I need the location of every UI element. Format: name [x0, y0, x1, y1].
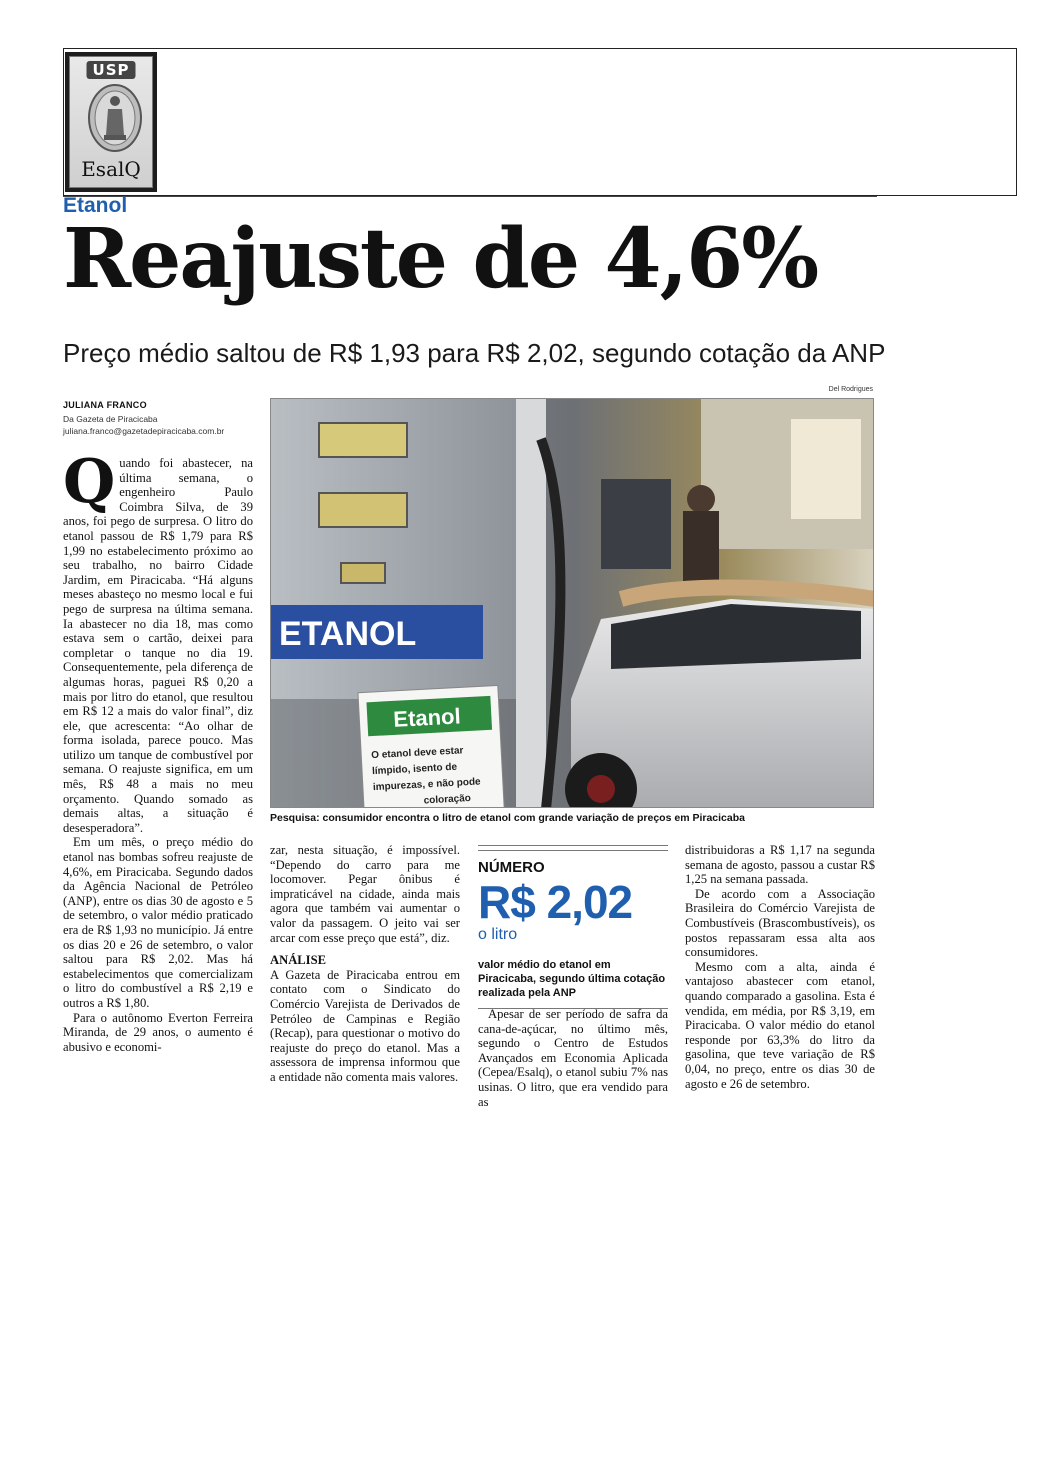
subheadline: Preço médio saltou de R$ 1,93 para R$ 2,02, segundo cotação da ANP — [63, 338, 886, 368]
photo-caption: Pesquisa: consumidor encontra o litro de etanol com grande variação de preços em Piracicaba — [270, 812, 745, 824]
photo-credit: Del Rodrigues — [828, 386, 873, 393]
byline — [63, 400, 258, 436]
article-column-4 — [685, 843, 875, 1091]
paragraph-3-continued: zar, nesta situação, é impossível. “Dependo do carro para me locomover. Pegar ônibus é impraticável na cidade, ainda mais agora que também vai aumentar o valor da passagem. O jeito vai ser arcar com esse preço que está”, diz. — [270, 843, 460, 945]
numero-description: valor médio do etanol em Piracicaba, segundo última cotação realizada pela ANP — [478, 959, 666, 999]
paragraph-6: De acordo com a Associação Brasileira do Comércio Varejista de Combustíveis (Brascombustíveis), os postos repassaram essa alta aos consumidores. — [685, 886, 875, 960]
analise-subtitle: ANÁLISE — [270, 953, 326, 968]
article-column-1 — [63, 447, 253, 1054]
fuel-pump-photo — [271, 399, 874, 808]
section-rule — [63, 196, 877, 197]
byline-email: juliana.franco@gazetadepiracicaba.com.br — [63, 426, 225, 436]
logo-usp-text: USP — [87, 61, 136, 79]
label-line-2: límpido, isento de — [371, 761, 458, 778]
drop-cap: Q — [63, 447, 116, 517]
article-column-2 — [270, 843, 460, 1085]
byline-author: JULIANA FRANCO — [63, 400, 147, 410]
headline: Reajuste de 4,6% — [63, 211, 818, 307]
paragraph-4: A Gazeta de Piracicaba entrou em contato com o Sindicato do Comércio Varejista de Derivados de Petróleo de Campinas e Região (Recap), para questionar o motivo do reajuste do preço do etanol. Mas a assessora de imprensa informou que a entidade não comenta mais valores. — [270, 967, 460, 1084]
seal-figure-icon — [86, 83, 144, 153]
numero-unit: o litro — [478, 926, 518, 943]
byline-outlet: Da Gazeta de Piracicaba — [63, 414, 158, 424]
paragraph-1: uando foi abastecer, na última semana, o engenheiro Paulo Coimbra Silva, de 39 anos, foi pego de surpresa. O litro do etanol passou de R$ 1,79 para R$ 1,99 no estabelecimento próximo ao seu trabalho, no bairro Cidade Jardim, em Piracicaba. “Há alguns meses abasteço no mesmo local e fui pego de surpresa na última semana. Ia abastecer no dia 18, mas como estava sem o cartão, deixei para completar o tanque no dia 19. Consequentemente, pela diferença de algumas horas, paguei R$ 0,20 a mais por litro do etanol, que resultou em R$ 12 a mais do valor final”, diz ele, que acrescenta: “Ao olhar de forma isolada, parece pouco. Mas utilizo um tanque de combustível por semana. O reajuste significa, em um mês, R$ 48 a mais no meu orçamento. Quando somado as demais altas, a situação é desesperadora”. — [63, 456, 253, 835]
numero-value: R$ 2,02 — [478, 876, 633, 928]
paragraph-5: Apesar de ser período de safra da cana-de-açúcar, no último mês, segundo o Centro de Estudos Avançados em Economia Aplicada (Cepea/Esalq), o etanol subiu 7% nas usinas. O litro, que era vendido para as — [478, 1007, 668, 1109]
section-kicker: Etanol — [63, 194, 128, 217]
header-frame — [63, 48, 1017, 196]
esalq-logo — [65, 52, 157, 192]
article-column-3 — [478, 1007, 668, 1109]
label-line-3: impurezas, e não pode — [372, 776, 481, 794]
pump-sign-text: ETANOL — [279, 615, 417, 653]
logo-esalq-text: EsalQ — [81, 157, 141, 181]
numero-highlight-box — [478, 845, 668, 1009]
label-line-4: coloração — [423, 792, 472, 807]
paragraph-3: Para o autônomo Everton Ferreira Miranda, de 29 anos, o aumento é abusivo e economi- — [63, 1010, 253, 1054]
label-sign-text: Etanol — [392, 703, 462, 732]
article-photo — [270, 398, 874, 808]
label-line-1: O etanol deve estar — [370, 745, 464, 762]
paragraph-2: Em um mês, o preço médio do etanol nas bombas sofreu reajuste de 4,6%, em Piracicaba. Segundo dados da Agência Nacional de Petróleo (ANP), entre os dias 30 de agosto e 5 de setembro, o valor médio praticado era de R$ 1,93 no município. Já entre os dias 20 e 26 de setembro, o valor saltou para R$ 2,02. Mas há estabelecimentos que comercializam o litro do combustível a R$ 2,19 e outros a R$ 1,80. — [63, 835, 253, 1010]
numero-top-rule — [478, 845, 668, 851]
paragraph-7: Mesmo com a alta, ainda é vantajoso abastecer com etanol, quando comparado a gasolina. Esta é vendida, em média, por R$ 3,19, em Piracicaba. O valor médio do etanol responde por 63,3% do litro da gasolina, que teve variação de R$ 0,04, no preço, entre os dias 30 de agosto e 26 de setembro. — [685, 959, 875, 1091]
numero-label: NÚMERO — [478, 859, 545, 876]
paragraph-5-continued: distribuidoras a R$ 1,17 na segunda semana de agosto, passou a custar R$ 1,25 na semana passada. — [685, 843, 875, 887]
